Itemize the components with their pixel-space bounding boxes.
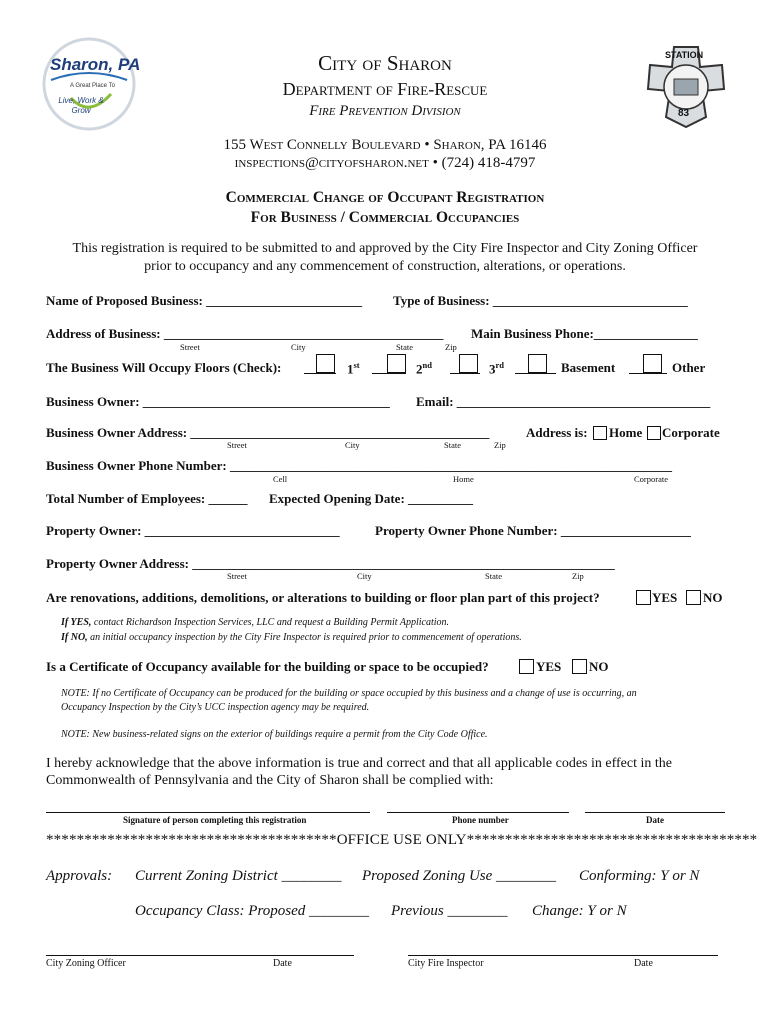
signature-line[interactable] <box>46 812 370 813</box>
badge-station: STATION <box>665 50 704 60</box>
date-label: Date <box>646 815 664 825</box>
fire-inspector-line[interactable] <box>408 955 718 956</box>
office-use-banner: **************************************OFFICE USE ONLY************************************** <box>46 832 758 848</box>
zoning-date-label: Date <box>273 958 292 969</box>
zoning-officer-label: City Zoning Officer <box>46 958 126 969</box>
business-name-field[interactable]: Name of Proposed Business: ________________________ <box>46 293 363 308</box>
owner-phone-field[interactable]: Business Owner Phone Number: ____________________________________________________________________ <box>46 458 672 473</box>
sub-zip-2: Zip <box>494 440 506 450</box>
co-yes-checkbox[interactable] <box>519 659 534 674</box>
sub-street-3: Street <box>227 571 247 581</box>
sub-street-2: Street <box>227 440 247 450</box>
previous-field[interactable]: Previous ________ <box>391 903 508 919</box>
fire-inspector-label: City Fire Inspector <box>408 958 484 969</box>
renovations-yes-checkbox[interactable] <box>636 590 651 605</box>
renovations-question: Are renovations, additions, demolitions, or alterations to building or floor plan part of this project? <box>46 590 600 605</box>
floor-2-label: 2nd <box>416 360 432 377</box>
city-title: City of Sharon <box>318 51 452 75</box>
occupancy-class-field[interactable]: Occupancy Class: Proposed ________ <box>135 903 369 919</box>
email-field[interactable]: Email: _______________________________________ <box>416 394 711 409</box>
floor-basement-checkbox[interactable] <box>528 354 547 373</box>
department-title: Department of Fire-Rescue <box>282 79 488 99</box>
sub-zip-3: Zip <box>572 571 584 581</box>
renovations-yes-label: YES <box>652 590 678 605</box>
division-title: Fire Prevention Division <box>309 103 461 119</box>
conforming-field[interactable]: Conforming: Y or N <box>579 868 700 884</box>
sub-city-3: City <box>357 571 372 581</box>
phone-label: Phone number <box>452 815 509 825</box>
acknowledgement-line1: I hereby acknowledge that the above information is true and correct and that all applicable codes in effect in the <box>46 756 672 771</box>
business-owner-field[interactable]: Business Owner: ______________________________________ <box>46 394 390 409</box>
logo-words: Live, Work & Grow <box>58 96 104 115</box>
sub-city: City <box>291 342 306 352</box>
badge-number: 83 <box>678 108 690 119</box>
acknowledgement-line2: Commonwealth of Pennsylvania and the City of Sharon shall be complied with: <box>46 773 494 788</box>
floor-1-checkbox[interactable] <box>316 354 335 373</box>
change-field[interactable]: Change: Y or N <box>532 903 627 919</box>
sub-state-3: State <box>485 571 502 581</box>
opening-date-field[interactable]: Expected Opening Date: __________ <box>269 491 474 506</box>
sub-corporate: Corporate <box>634 474 668 484</box>
home-checkbox[interactable] <box>593 426 607 440</box>
address-is-label: Address is: <box>526 425 588 440</box>
form-title-line1: Commercial Change of Occupant Registration <box>225 189 545 206</box>
note-co-line2: Occupancy Inspection by the City’s UCC inspection agency may be required. <box>61 702 370 713</box>
phone-line[interactable] <box>387 812 569 813</box>
if-no-note: If NO, an initial occupancy inspection by the City Fire Inspector is required prior to commencement of operations. <box>61 632 522 643</box>
owner-address-field[interactable]: Business Owner Address: ______________________________________________ <box>46 425 490 440</box>
renovations-no-label: NO <box>703 590 723 605</box>
floor-basement-label: Basement <box>561 360 616 375</box>
property-address-field[interactable]: Property Owner Address: _________________________________________________________________ <box>46 556 615 571</box>
renovations-no-checkbox[interactable] <box>686 590 701 605</box>
property-owner-field[interactable]: Property Owner: ______________________________ <box>46 523 340 538</box>
sub-zip: Zip <box>445 342 457 352</box>
floor-2-checkbox[interactable] <box>387 354 406 373</box>
floor-other-checkbox[interactable] <box>643 354 662 373</box>
date-line[interactable] <box>585 812 725 813</box>
note-co-line1: NOTE: If no Certificate of Occupancy can be produced for the building or space occupied by this business and a change of use is occurring, an <box>61 688 637 699</box>
floor-other-label: Other <box>672 360 706 375</box>
signature-label: Signature of person completing this registration <box>123 815 307 825</box>
intro-line2: prior to occupancy and any commencement of construction, alterations, or operations. <box>144 259 626 274</box>
logo-text: Sharon, PA <box>50 55 141 74</box>
floor-1-label: 1st <box>347 360 360 377</box>
co-question: Is a Certificate of Occupancy available for the building or space to be occupied? <box>46 659 489 674</box>
sub-street: Street <box>180 342 200 352</box>
co-no-checkbox[interactable] <box>572 659 587 674</box>
zoning-district-field[interactable]: Current Zoning District ________ <box>135 868 342 884</box>
sub-home: Home <box>453 474 474 484</box>
co-no-label: NO <box>589 659 609 674</box>
property-phone-field[interactable]: Property Owner Phone Number: ____________________ <box>375 523 691 538</box>
co-yes-label: YES <box>536 659 562 674</box>
corporate-label: Corporate <box>662 425 720 440</box>
header-address: 155 West Connelly Boulevard • Sharon, PA 16146 <box>223 137 547 153</box>
corporate-checkbox[interactable] <box>647 426 661 440</box>
logo-tagline: A Great Place To <box>70 83 115 89</box>
inspector-date-label: Date <box>634 958 653 969</box>
header-contact: inspections@cityofsharon.net • (724) 418-4797 <box>234 155 536 171</box>
sub-state: State <box>396 342 413 352</box>
sub-city-2: City <box>345 440 360 450</box>
sub-cell: Cell <box>273 474 288 484</box>
zoning-officer-line[interactable] <box>46 955 354 956</box>
intro-line1: This registration is required to be submitted to and approved by the City Fire Inspector and City Zoning Officer <box>72 241 698 256</box>
floors-label: The Business Will Occupy Floors (Check): <box>46 360 282 375</box>
employees-field[interactable]: Total Number of Employees: ______ <box>46 491 248 506</box>
note-signs: NOTE: New business-related signs on the exterior of buildings require a permit from the City Code Office. <box>61 729 488 740</box>
business-address-field[interactable]: Address of Business: ___________________________________________ <box>46 326 444 341</box>
if-yes-note: If YES, contact Richardson Inspection Services, LLC and request a Building Permit Application. <box>61 617 450 628</box>
main-phone-field[interactable]: Main Business Phone:________________ <box>471 326 698 341</box>
floor-3-checkbox[interactable] <box>459 354 478 373</box>
form-title-line2: For Business / Commercial Occupancies <box>250 209 520 226</box>
business-type-field[interactable]: Type of Business: ______________________________ <box>393 293 688 308</box>
approvals-label: Approvals: <box>46 868 113 884</box>
sub-state-2: State <box>444 440 461 450</box>
proposed-use-field[interactable]: Proposed Zoning Use ________ <box>362 868 557 884</box>
home-label: Home <box>609 425 643 440</box>
floor-3-label: 3rd <box>489 360 504 377</box>
